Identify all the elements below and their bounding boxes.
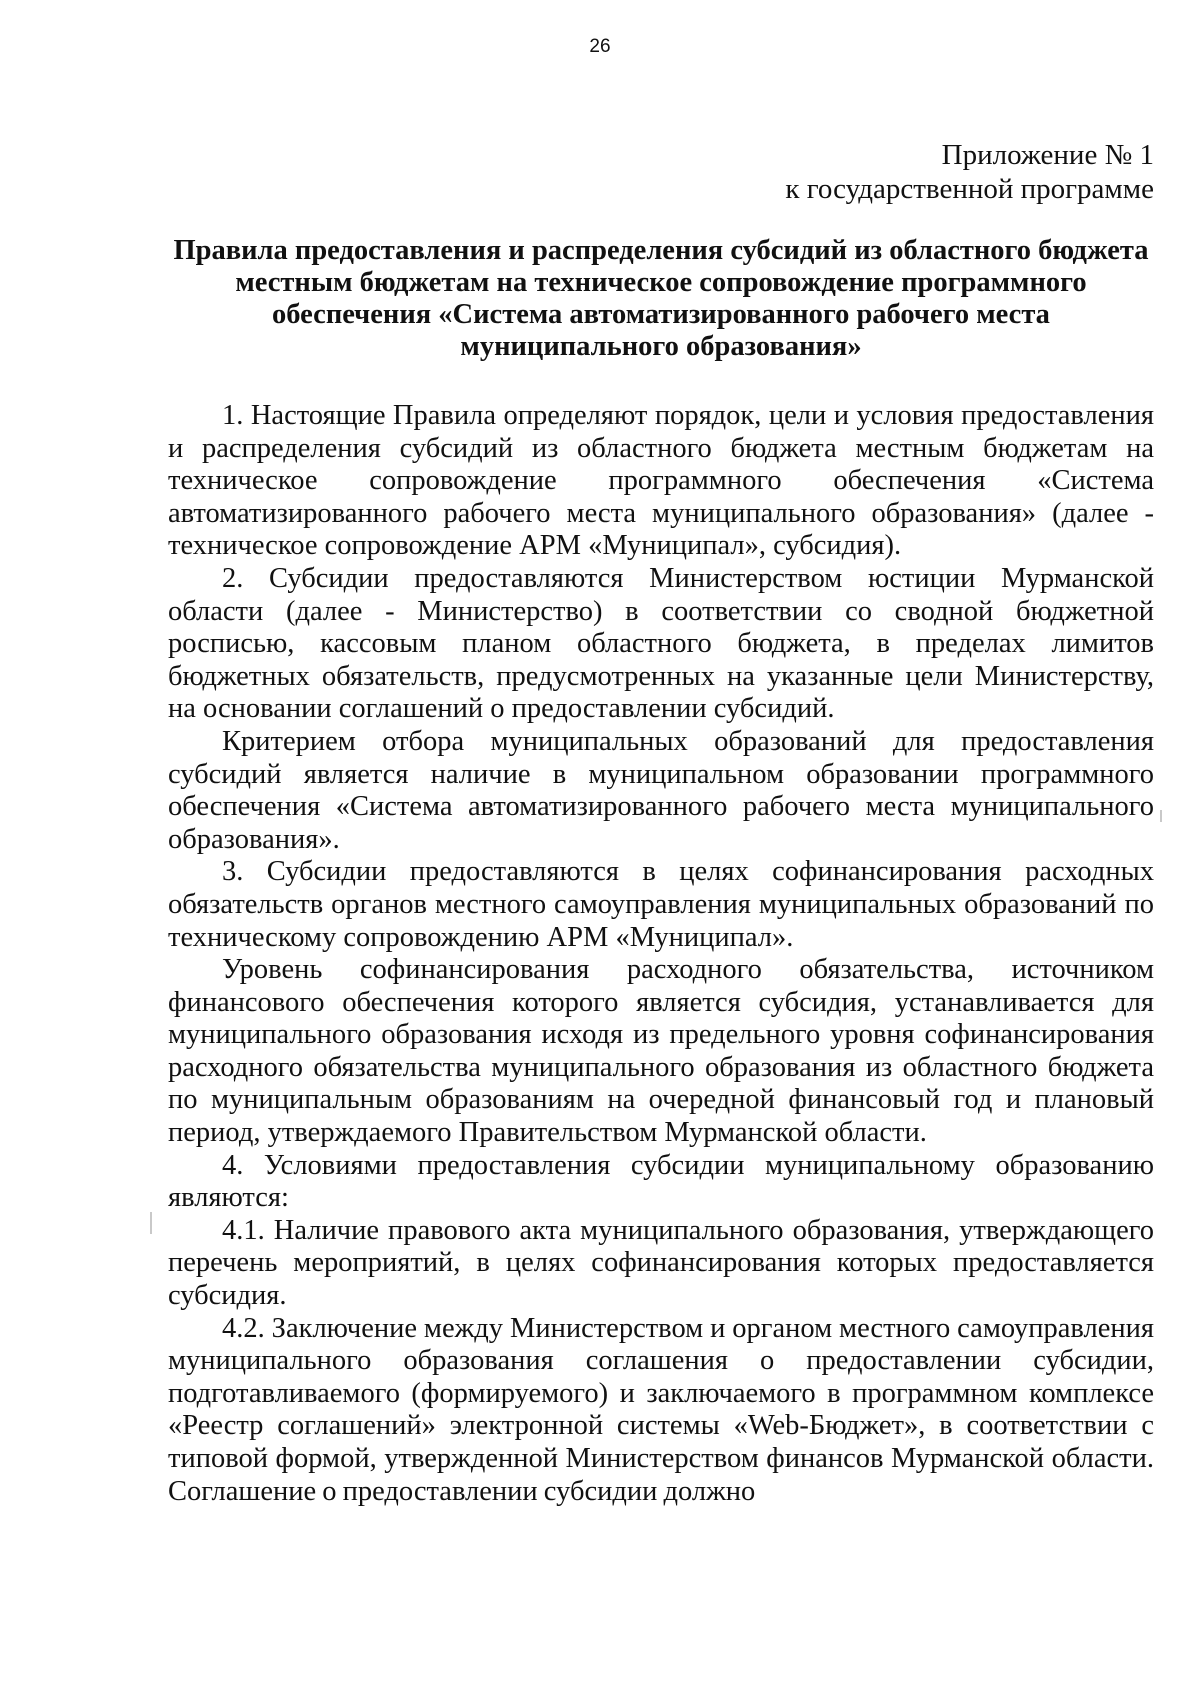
scan-mark [1160, 810, 1162, 822]
paragraph-4-1: 4.1. Наличие правового акта муниципального образования, утверждающего перечень мероприятий, в целях софинансирования которых предоставляется субсидия. [168, 1214, 1154, 1312]
paragraph-1: 1. Настоящие Правила определяют порядок, цели и условия предоставления и распределения субсидий из областного бюджета местным бюджетам на техническое сопровождение программного обеспечения «Система автоматизированного рабочего места муниципального образования» (далее - техническое сопровождение АРМ «Муниципал», субсидия). [168, 400, 1154, 562]
paragraph-4-2: 4.2. Заключение между Министерством и органом местного самоуправления муниципального образования соглашения о предоставлении субсидии, подготавливаемого (формируемого) и заключаемого в программном комплексе «Реестр соглашений» электронной системы «Web-Бюджет», в соответствии с типовой формой, утвержденной Министерством финансов Мурманской области. Соглашение о предоставлении субсидии должно [168, 1312, 1154, 1507]
document-body [168, 400, 1154, 1508]
paragraph-selection-criteria: Критерием отбора муниципальных образований для предоставления субсидий является наличие в муниципальном образовании программного обеспечения «Система автоматизированного рабочего места муниципального образования». [168, 725, 1154, 855]
scan-mark [150, 1212, 152, 1234]
appendix-line-2: к государственной программе [785, 173, 1154, 205]
title-line-2: местным бюджетам на техническое сопровождение программного [235, 267, 1087, 298]
paragraph-3: 3. Субсидии предоставляются в целях софинансирования расходных обязательств органов местного самоуправления муниципальных образований по техническому сопровождению АРМ «Муниципал». [168, 856, 1154, 953]
document-title [168, 235, 1154, 363]
appendix-line-1: Приложение № 1 [941, 139, 1154, 171]
paragraph-4: 4. Условиями предоставления субсидии муниципальному образованию являются: [168, 1149, 1154, 1214]
title-line-3: обеспечения «Система автоматизированного рабочего места [272, 299, 1050, 330]
paragraph-2: 2. Субсидии предоставляются Министерством юстиции Мурманской области (далее - Министерство) в соответствии со сводной бюджетной росписью, кассовым планом областного бюджета, в пределах лимитов бюджетных обязательств, предусмотренных на указанные цели Министерству, на основании соглашений о предоставлении субсидий. [168, 562, 1154, 725]
page-number: 26 [589, 36, 611, 57]
title-line-1: Правила предоставления и распределения субсидий из областного бюджета [173, 235, 1149, 266]
appendix-reference [785, 138, 1154, 206]
title-line-4: муниципального образования» [460, 331, 862, 362]
paragraph-cofinancing-level: Уровень софинансирования расходного обязательства, источником финансового обеспечения которого является субсидия, устанавливается для муниципального образования исходя из предельного уровня софинансирования расходного обязательства муниципального образования из областного бюджета по муниципальным образованиям на очередной финансовый год и плановый период, утверждаемого Правительством Мурманской области. [168, 954, 1154, 1149]
